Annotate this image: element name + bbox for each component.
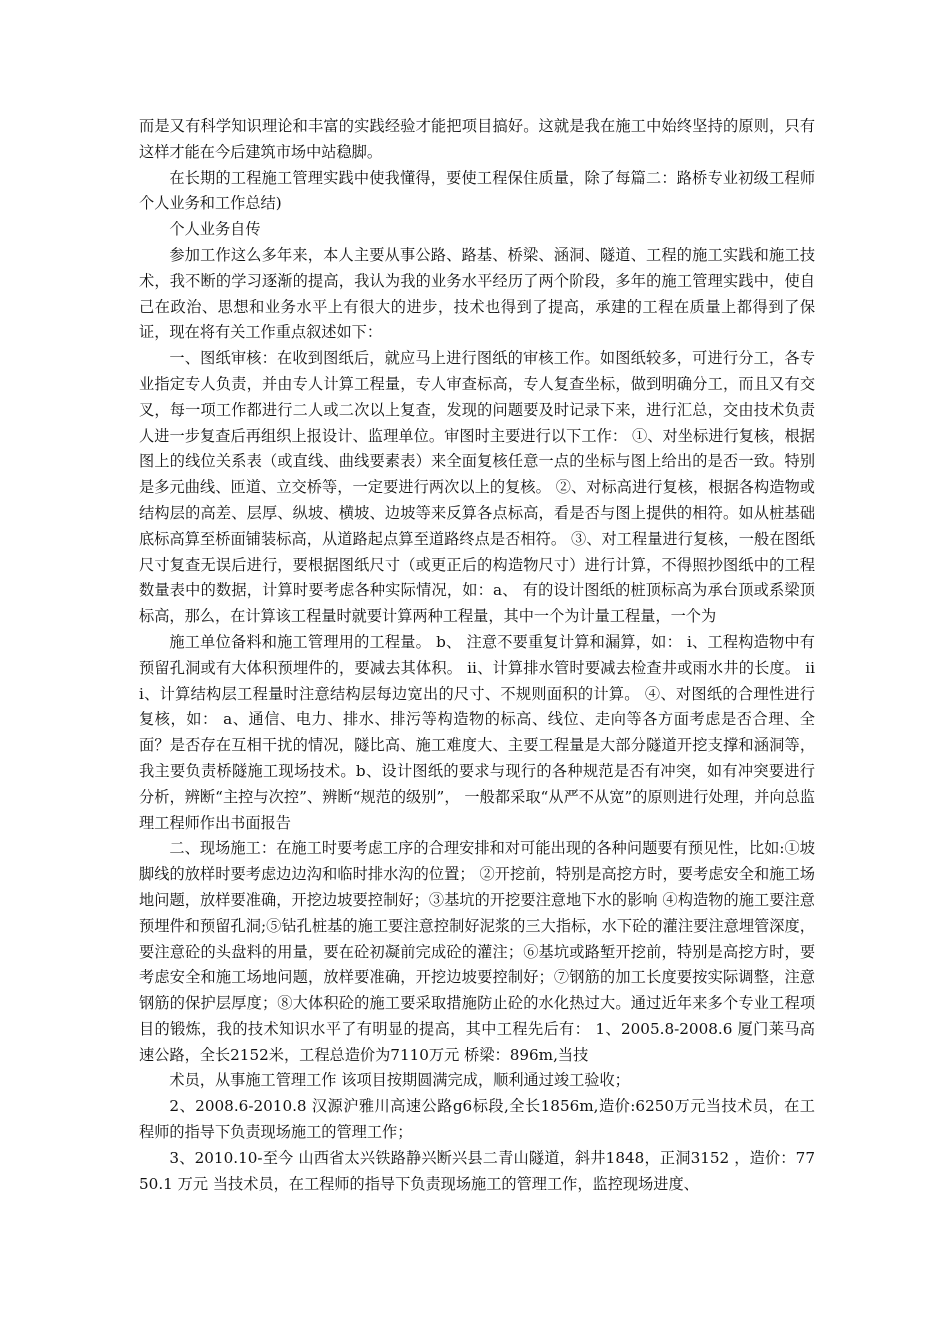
paragraph-drawing-review: 一、图纸审核：在收到图纸后，就应马上进行图纸的审核工作。如图纸较多，可进行分工，各专业指定专人负责，并由专人计算工程量，专人审查标高，专人复查坐标，做到明确分工，而且又有交叉，每一项工作都进行二人或二次以上复查，发现的问题要及时记录下来，进行汇总，交由技术负责人进一步复查后再组织上报设计、监理单位。审图时主要进行以下工作： ①、对坐标进行复核，根据图上的线位关系表（或直线、曲线要素表）来全面复核任意一点的坐标与图上给出的是否一致。特别是多元曲线、匝道、立交桥等，一定要进行两次以上的复核。 ②、对标高进行复核，根据各构造物或结构层的高差、层厚、纵坡、横坡、边坡等来反算各点标高，看是否与图上提供的相符。如从桩基础底标高算至桥面铺装标高，从道路起点算至道路终点是否相符。 ③、对工程量进行复核，一般在图纸尺寸复查无误后进行，要根据图纸尺寸（或更正后的构造物尺寸）进行计算，不得照抄图纸中的工程数量表中的数据，计算时要考虑各种实际情况，如：a、 有的设计图纸的桩顶标高为承台顶或系梁顶标高，那么，在计算该工程量时就要计算两种工程量，其中一个为计量工程量，一个为	[139, 349, 815, 626]
paragraph-site-construction: 二、现场施工：在施工时要考虑工序的合理安排和对可能出现的各种问题要有预见性，比如:①坡脚线的放样时要考虑边边沟和临时排水沟的位置； ②开挖前，特别是高挖方时，要考虑安全和施工场地问题，放样要准确，开挖边坡要控制好；③基坑的开挖要注意地下水的影响 ④构造物的施工要注意预埋件和预留孔洞;⑤钻孔桩基的施工要注意控制好泥浆的三大指标，水下砼的灌注要注意埋管深度，要注意砼的头盘料的用量，要在砼初凝前完成砼的灌注；⑥基坑或路堑开挖前，特别是高挖方时，要考虑安全和施工场地问题，放样要准确，开挖边坡要控制好；⑦钢筋的加工长度要按实际调整，注意钢筋的保护层厚度；⑧大体积砼的施工要采取措施防止砼的水化热过大。通过近年来多个专业工程项目的锻炼，我的技术知识水平了有明显的提高，其中工程先后有： 1、2005.8-2008.6 厦门莱马高速公路，全长2152米，工程总造价为7110万元 桥梁：896m,当技	[139, 839, 815, 1064]
paragraph-project-2: 2、2008.6-2010.8 汉源沪雅川高速公路g6标段,全长1856m,造价:6250万元当技术员，在工程师的指导下负责现场施工的管理工作；	[139, 1097, 815, 1142]
paragraph-work-overview: 参加工作这么多年来，本人主要从事公路、路基、桥梁、涵洞、隧道、工程的施工实践和施工技术，我不断的学习逐渐的提高，我认为我的业务水平经历了两个阶段，多年的施工管理实践中，使自己在政治、思想和业务水平上有很大的进步，技术也得到了提高，承建的工程在质量上都得到了保证，现在将有关工作重点叙述如下：	[139, 245, 815, 342]
paragraph-intro-continuation: 而是又有科学知识理论和丰富的实践经验才能把项目搞好。这就是我在施工中始终坚持的原则，只有这样才能在今后建筑市场中站稳脚。	[139, 117, 815, 161]
paragraph-drawing-review-continued: 施工单位备料和施工管理用的工程量。 b、 注意不要重复计算和漏算，如： i、工程构造物中有预留孔洞或有大体积预埋件的，要减去其体积。 ii、计算排水管时要减去检查井或雨水井的长度。 iii、计算结构层工程量时注意结构层每边宽出的尺寸、不规则面积的计算。 ④、对图纸的合理性进行复核，如： a、通信、电力、排水、排污等构造物的标高、线位、走向等各方面考虑是否合理、全面？是否存在互相干扰的情况，隧比高、施工难度大、主要工程量是大部分隧道开挖支撑和涵洞等，我主要负责桥隧施工现场技术。b、设计图纸的要求与现行的各种规范是否有冲突，如有冲突要进行分析，辨断“主控与次控”、辨断“规范的级别”， 一般都采取“从严不从宽”的原则进行处理，并向总监理工程师作出书面报告	[139, 632, 815, 832]
paragraph-section-transition: 在长期的工程施工管理实践中使我懂得，要使工程保住质量，除了每篇二：路桥专业初级工程师个人业务和工作总结)	[139, 168, 815, 213]
paragraph-project-1-continued: 术员，从事施工管理工作 该项目按期圆满完成，顺利通过竣工验收；	[169, 1071, 630, 1090]
paragraph-project-3: 3、2010.10-至今 山西省太兴铁路静兴断兴县二青山隧道，斜井1848，正洞3152 ，造价：7750.1 万元 当技术员，在工程师的指导下负责现场施工的管理工作，监控现场进度、	[139, 1148, 815, 1193]
paragraph-heading-personal-autobiography: 个人业务自传	[169, 220, 261, 239]
document-page	[139, 114, 815, 1197]
